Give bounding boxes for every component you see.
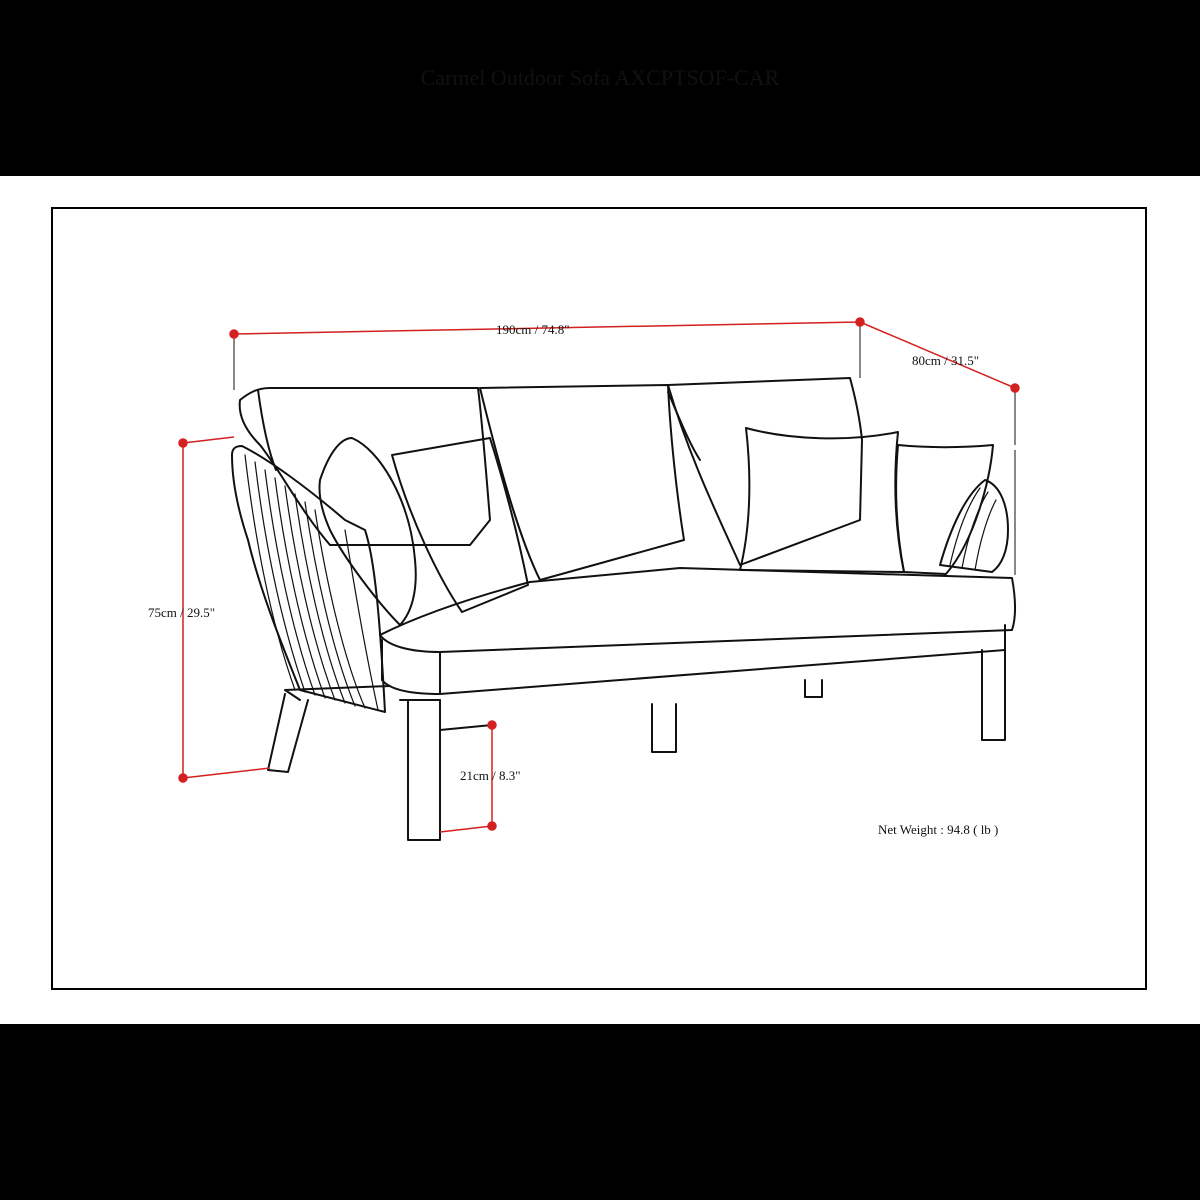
pillow-left-front <box>392 438 528 612</box>
leg-back-left <box>268 694 308 772</box>
net-weight-label: Net Weight : 94.8 ( lb ) <box>878 822 999 837</box>
leg-back-right <box>805 680 822 697</box>
height-dimension-label: 75cm / 29.5" <box>148 605 216 620</box>
sofa-outline <box>232 378 1015 840</box>
back-cushion-center <box>480 385 684 580</box>
leg-front-right <box>982 650 1005 740</box>
depth-dimension-label: 80cm / 31.5" <box>912 353 980 368</box>
seat-cushion <box>380 568 1015 652</box>
sofa-base <box>382 625 1005 694</box>
seat-clearance-label: 21cm / 8.3" <box>460 768 521 783</box>
leg-front-left <box>408 700 440 840</box>
drawing-title: Carmel Outdoor Sofa AXCPTSOF-CAR <box>420 65 780 90</box>
back-cushion-right <box>668 378 862 565</box>
pillow-right-front <box>740 428 904 572</box>
width-dimension-label: 190cm / 74.8" <box>496 322 570 337</box>
pillow-left-back <box>319 438 415 625</box>
leg-middle <box>652 704 676 752</box>
